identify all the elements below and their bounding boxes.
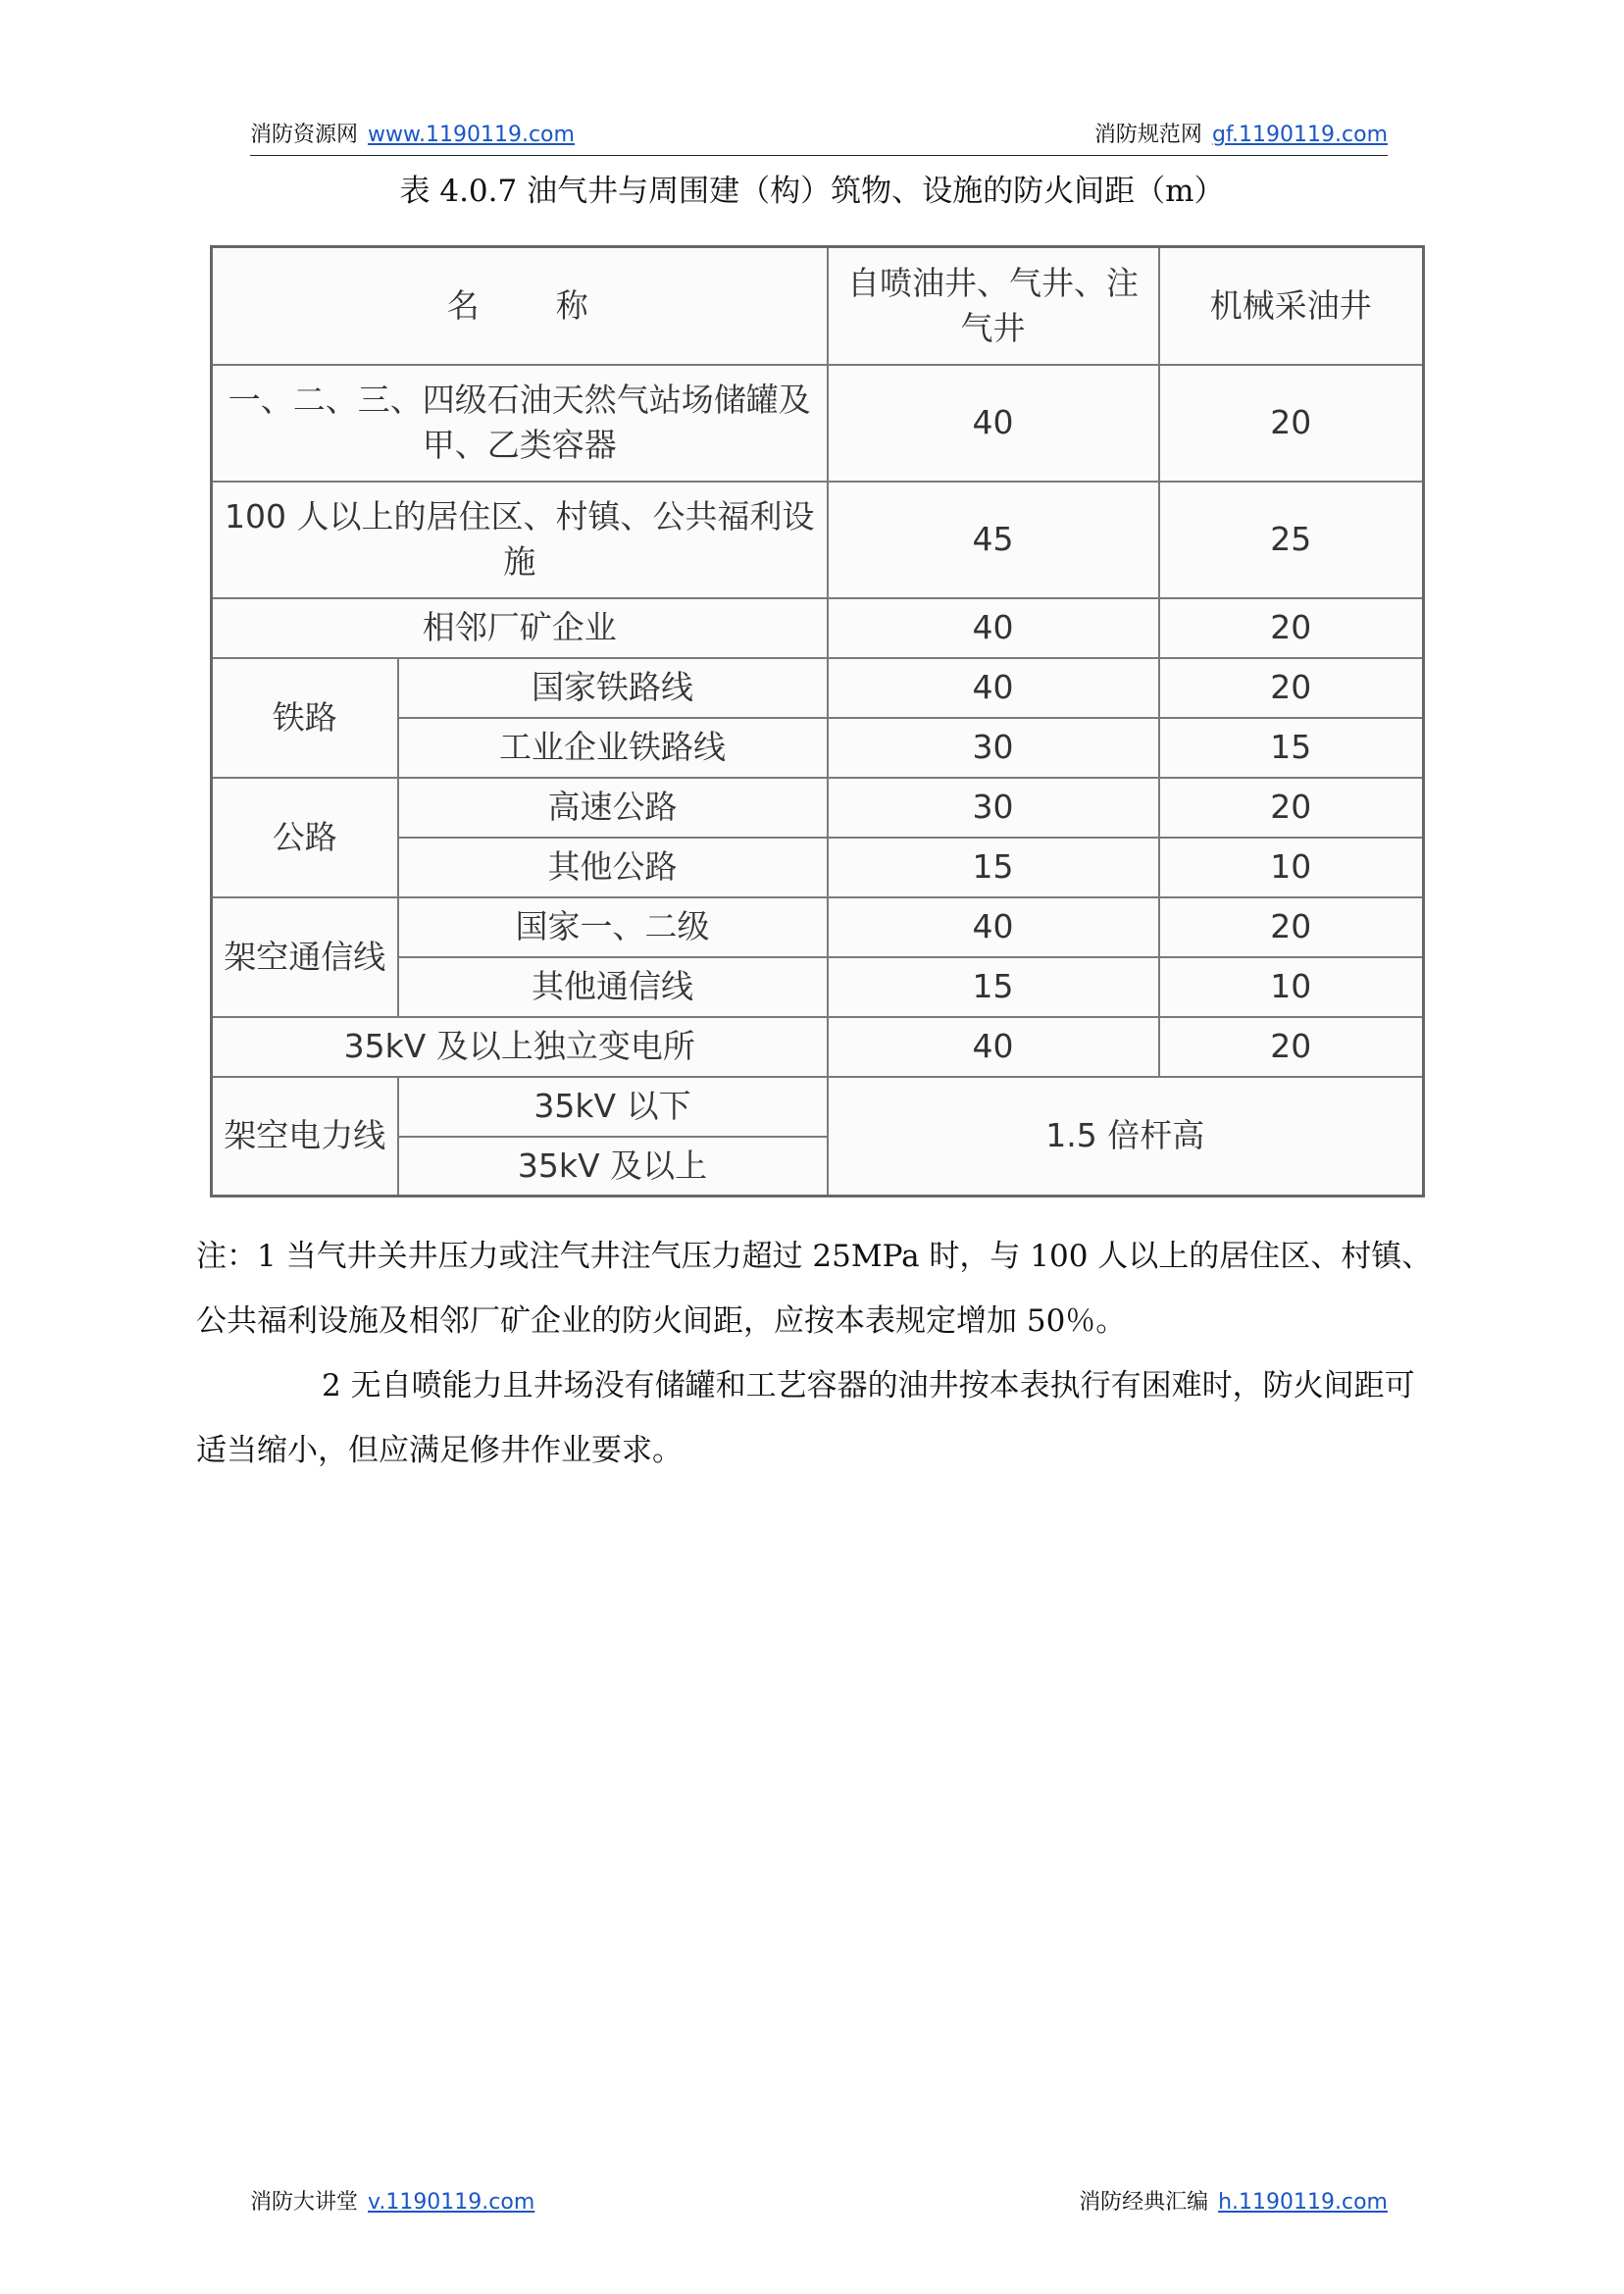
footer-left-text: 消防大讲堂 (250, 2190, 359, 2215)
row-value-2: 20 (1159, 658, 1424, 718)
header-right-text: 消防规范网 (1093, 123, 1202, 147)
row-merged-value: 1.5 倍杆高 (828, 1077, 1424, 1197)
row-name: 工业企业铁路线 (398, 718, 828, 778)
row-value-2: 10 (1159, 957, 1424, 1017)
row-name: 相邻厂矿企业 (212, 598, 828, 658)
header-left-link[interactable]: www.1190119.com (368, 123, 575, 147)
row-name: 100 人以上的居住区、村镇、公共福利设施 (212, 482, 828, 598)
footer-left (250, 2183, 534, 2222)
table-row (212, 1017, 1424, 1077)
header-flowing-wells: 自喷油井、气井、注气井 (828, 247, 1159, 365)
row-name: 35kV 及以上 (398, 1137, 828, 1197)
page-footer (250, 2183, 1388, 2222)
row-group-comm-line: 架空通信线 (212, 897, 398, 1017)
row-group-power-line: 架空电力线 (212, 1077, 398, 1197)
row-value-1: 15 (828, 957, 1159, 1017)
row-value-1: 15 (828, 838, 1159, 897)
row-value-1: 30 (828, 778, 1159, 838)
header-left (250, 116, 575, 155)
row-value-1: 40 (828, 658, 1159, 718)
row-value-1: 45 (828, 482, 1159, 598)
row-value-2: 15 (1159, 718, 1424, 778)
header-right (1094, 116, 1388, 155)
row-name: 其他通信线 (398, 957, 828, 1017)
table-row (212, 598, 1424, 658)
table-row (212, 482, 1424, 598)
row-value-1: 40 (828, 897, 1159, 957)
row-value-1: 40 (828, 365, 1159, 482)
header-right-link[interactable]: gf.1190119.com (1211, 123, 1388, 147)
row-name: 国家一、二级 (398, 897, 828, 957)
row-value-1: 40 (828, 1017, 1159, 1077)
row-name: 国家铁路线 (398, 658, 828, 718)
row-group-railway: 铁路 (212, 658, 398, 778)
row-name: 一、二、三、四级石油天然气站场储罐及甲、乙类容器 (212, 365, 828, 482)
table-row (212, 1077, 1424, 1137)
page-header (250, 116, 1388, 156)
row-value-2: 20 (1159, 365, 1424, 482)
row-group-highway: 公路 (212, 778, 398, 897)
row-name: 高速公路 (398, 778, 828, 838)
table-row (212, 778, 1424, 838)
row-value-1: 30 (828, 718, 1159, 778)
header-name: 名 称 (212, 247, 828, 365)
row-value-2: 20 (1159, 778, 1424, 838)
row-value-2: 10 (1159, 838, 1424, 897)
row-name: 35kV 以下 (398, 1077, 828, 1137)
table-header-row (212, 247, 1424, 365)
row-value-2: 25 (1159, 482, 1424, 598)
row-name: 其他公路 (398, 838, 828, 897)
table-row (212, 897, 1424, 957)
row-value-2: 20 (1159, 897, 1424, 957)
footer-right-link[interactable]: h.1190119.com (1218, 2190, 1388, 2215)
fire-spacing-table (210, 245, 1425, 1198)
row-name: 35kV 及以上独立变电所 (212, 1017, 828, 1077)
table-row (212, 658, 1424, 718)
table-notes (196, 1224, 1442, 1483)
note-1: 注：1 当气井关井压力或注气井注气压力超过 25MPa 时，与 100 人以上的居住区、村镇、公共福利设施及相邻厂矿企业的防火间距，应按本表规定增加 50％。 (196, 1239, 1433, 1339)
row-value-2: 20 (1159, 598, 1424, 658)
header-left-text: 消防资源网 (250, 123, 359, 147)
header-pumping-wells: 机械采油井 (1159, 247, 1424, 365)
row-value-1: 40 (828, 598, 1159, 658)
note-2: 2 无自喷能力且井场没有储罐和工艺容器的油井按本表执行有困难时，防火间距可适当缩小，但应满足修井作业要求。 (196, 1368, 1415, 1468)
footer-right-text: 消防经典汇编 (1079, 2190, 1209, 2215)
footer-right (1079, 2183, 1388, 2222)
row-value-2: 20 (1159, 1017, 1424, 1077)
table-caption: 表 4.0.7 油气井与周围建（构）筑物、设施的防火间距（m） (399, 174, 1225, 209)
table-row (212, 365, 1424, 482)
footer-left-link[interactable]: v.1190119.com (368, 2190, 535, 2215)
